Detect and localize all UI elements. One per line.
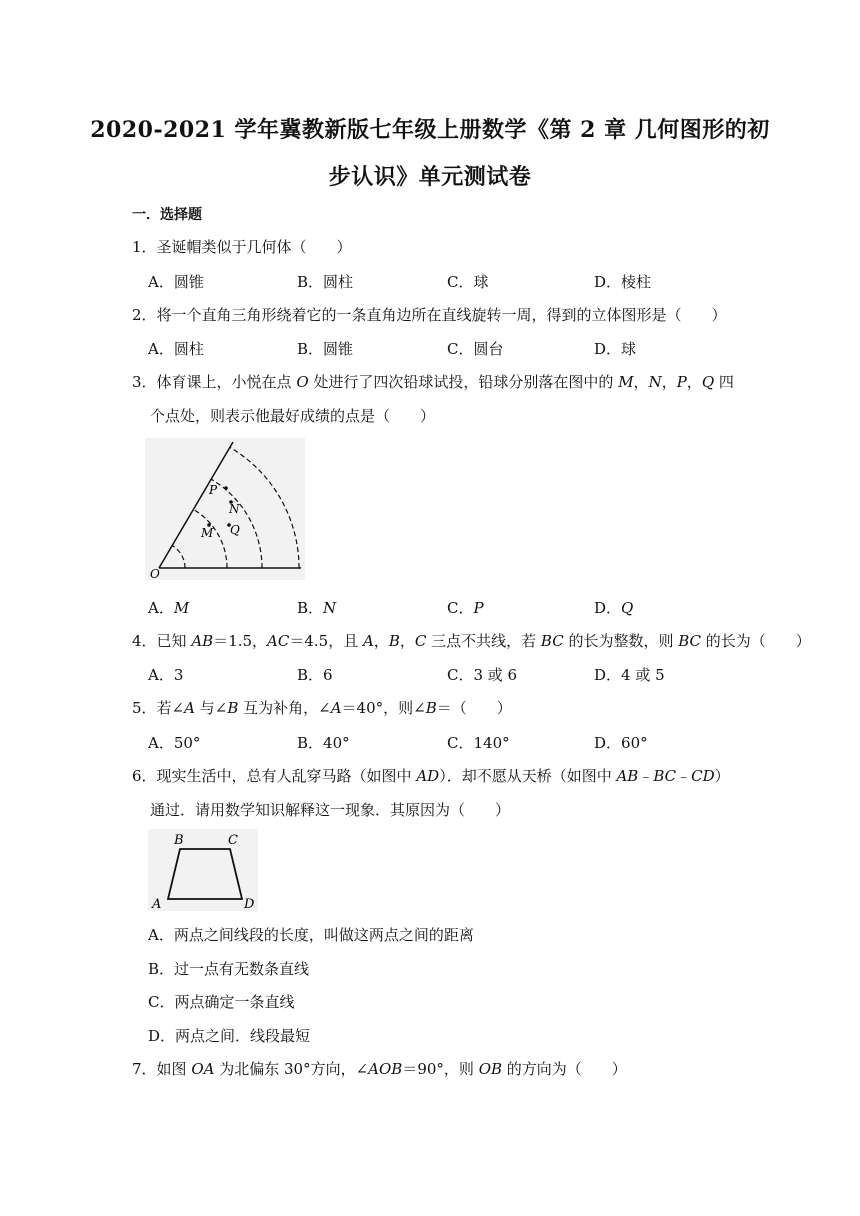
segment-cd: CD <box>691 767 715 785</box>
option-c: C．球 <box>447 273 489 291</box>
point-q-label: Q <box>701 373 715 391</box>
option-d: D．4 或 5 <box>594 666 665 684</box>
question-text: ﹣ <box>676 767 692 785</box>
option-letter: B． <box>297 599 324 617</box>
question-text: ， <box>633 373 649 391</box>
option-c: C．两点确定一条直线 <box>148 993 295 1011</box>
option-a: A．50° <box>148 734 201 752</box>
question-text: ） <box>714 767 730 785</box>
option-d: D．两点之间．线段最短 <box>148 1027 311 1045</box>
question-text: 四 <box>714 373 734 391</box>
option-b: B．圆锥 <box>297 340 354 358</box>
question-text: 圣诞帽类似于几何体（ ） <box>156 238 352 256</box>
question-text: ＝1.5， <box>213 632 268 650</box>
option-a: A．两点之间线段的长度，叫做这两点之间的距离 <box>148 926 474 944</box>
question-text: 为北偏东 30°方向，∠ <box>214 1060 369 1078</box>
label-a: A <box>152 897 162 911</box>
option-d: D．球 <box>594 340 637 358</box>
point-a: A <box>362 632 374 650</box>
label-o: O <box>150 567 160 580</box>
option-a <box>148 597 189 618</box>
option-value: P <box>473 599 484 617</box>
question-text: 已知 <box>156 632 192 650</box>
segment-ab: AB <box>616 767 639 785</box>
ray-oa: OA <box>191 1060 215 1078</box>
point-b: B <box>388 632 400 650</box>
question-3 <box>132 371 734 392</box>
question-6 <box>132 765 730 786</box>
option-a: A．圆柱 <box>148 340 204 358</box>
question-number: 7． <box>132 1060 157 1078</box>
segment-bc: BC <box>653 767 677 785</box>
question-text: 的方向为（ ） <box>502 1060 627 1078</box>
question-text: ， <box>373 632 389 650</box>
question-7 <box>132 1058 627 1079</box>
option-b: B．40° <box>297 734 350 752</box>
question-text: 体育课上，小悦在点 <box>156 373 297 391</box>
question-text: ﹣ <box>638 767 654 785</box>
point-m-label: M <box>618 373 634 391</box>
angle-b: B <box>425 699 437 717</box>
question-number: 2． <box>132 306 157 324</box>
option-b: B．圆柱 <box>297 273 354 291</box>
option-c: C．3 或 6 <box>447 666 518 684</box>
document-title-line-1: 2020-2021 学年冀教新版七年级上册数学《第 2 章 几何图形的初 <box>90 117 770 143</box>
point-p <box>224 486 228 490</box>
point-o-label: O <box>296 373 309 391</box>
option-d: D．60° <box>594 734 648 752</box>
label-n: N <box>229 502 240 516</box>
question-text: 现实生活中，总有人乱穿马路（如图中 <box>156 767 417 785</box>
ray-ob: OB <box>478 1060 503 1078</box>
trapezoid-figure <box>148 829 258 911</box>
question-text: ＝40°，则∠ <box>341 699 426 717</box>
shot-put-figure <box>145 438 305 580</box>
option-value: Q <box>621 599 634 617</box>
segment-bc: BC <box>678 632 702 650</box>
question-text: ＝90°，则 <box>402 1060 479 1078</box>
question-text: 与∠ <box>194 699 228 717</box>
segment-ac: AC <box>267 632 290 650</box>
point-p-label: P <box>676 373 687 391</box>
angle-aob: AOB <box>368 1060 403 1078</box>
question-number: 3． <box>132 373 157 391</box>
option-d <box>594 597 633 618</box>
question-text: ， <box>399 632 415 650</box>
point-c: C <box>414 632 427 650</box>
option-a: A．圆锥 <box>148 273 204 291</box>
question-number: 6． <box>132 767 157 785</box>
label-q: Q <box>230 523 240 537</box>
question-text: ）．却不愿从天桥（如图中 <box>439 767 617 785</box>
option-b: B．6 <box>297 666 333 684</box>
question-4 <box>132 630 811 651</box>
question-text: 将一个直角三角形绕着它的一条直角边所在直线旋转一周，得到的立体图形是（ ） <box>156 306 727 324</box>
segment-ad: AD <box>416 767 440 785</box>
question-text: 若∠ <box>156 699 185 717</box>
label-b: B <box>174 833 184 848</box>
option-d: D．棱柱 <box>594 273 652 291</box>
question-5 <box>132 697 512 718</box>
option-value: N <box>323 599 337 617</box>
label-p: P <box>209 483 218 497</box>
option-letter: C． <box>447 599 474 617</box>
option-c <box>447 597 484 618</box>
option-b: B．过一点有无数条直线 <box>148 960 310 978</box>
label-d: D <box>244 897 255 911</box>
point-n-label: N <box>648 373 662 391</box>
angle-a: A <box>330 699 342 717</box>
angle-b: B <box>227 699 239 717</box>
question-text: 处进行了四次铅球试投，铅球分别落在图中的 <box>308 373 619 391</box>
question-3-line-2: 个点处，则表示他最好成绩的点是（ ） <box>150 407 436 425</box>
option-letter: A． <box>148 599 174 617</box>
question-text: 互为补角，∠ <box>238 699 331 717</box>
question-text: 如图 <box>156 1060 192 1078</box>
label-c: C <box>228 833 238 848</box>
question-text: 的长为（ ） <box>701 632 811 650</box>
segment-ab: AB <box>191 632 214 650</box>
question-number: 1． <box>132 238 157 256</box>
section-heading: 一．选择题 <box>132 207 202 223</box>
question-text: 的长为整数，则 <box>563 632 679 650</box>
option-a: A．3 <box>148 666 184 684</box>
question-text: ， <box>661 373 677 391</box>
question-2 <box>132 304 727 325</box>
option-b <box>297 597 336 618</box>
question-6-line-2: 通过．请用数学知识解释这一现象．其原因为（ ） <box>150 801 511 819</box>
option-c: C．140° <box>447 734 510 752</box>
question-text: ＝4.5，且 <box>289 632 363 650</box>
question-text: ＝（ ） <box>436 699 512 717</box>
option-letter: D． <box>594 599 622 617</box>
question-number: 5． <box>132 699 157 717</box>
question-1 <box>132 236 352 257</box>
label-m: M <box>201 526 214 540</box>
question-text: 三点不共线，若 <box>426 632 541 650</box>
question-number: 4． <box>132 632 157 650</box>
question-text: ， <box>686 373 702 391</box>
angle-a: A <box>184 699 195 717</box>
segment-bc: BC <box>540 632 564 650</box>
option-c: C．圆台 <box>447 340 504 358</box>
document-title-line-2: 步认识》单元测试卷 <box>328 164 532 190</box>
option-value: M <box>173 599 190 617</box>
